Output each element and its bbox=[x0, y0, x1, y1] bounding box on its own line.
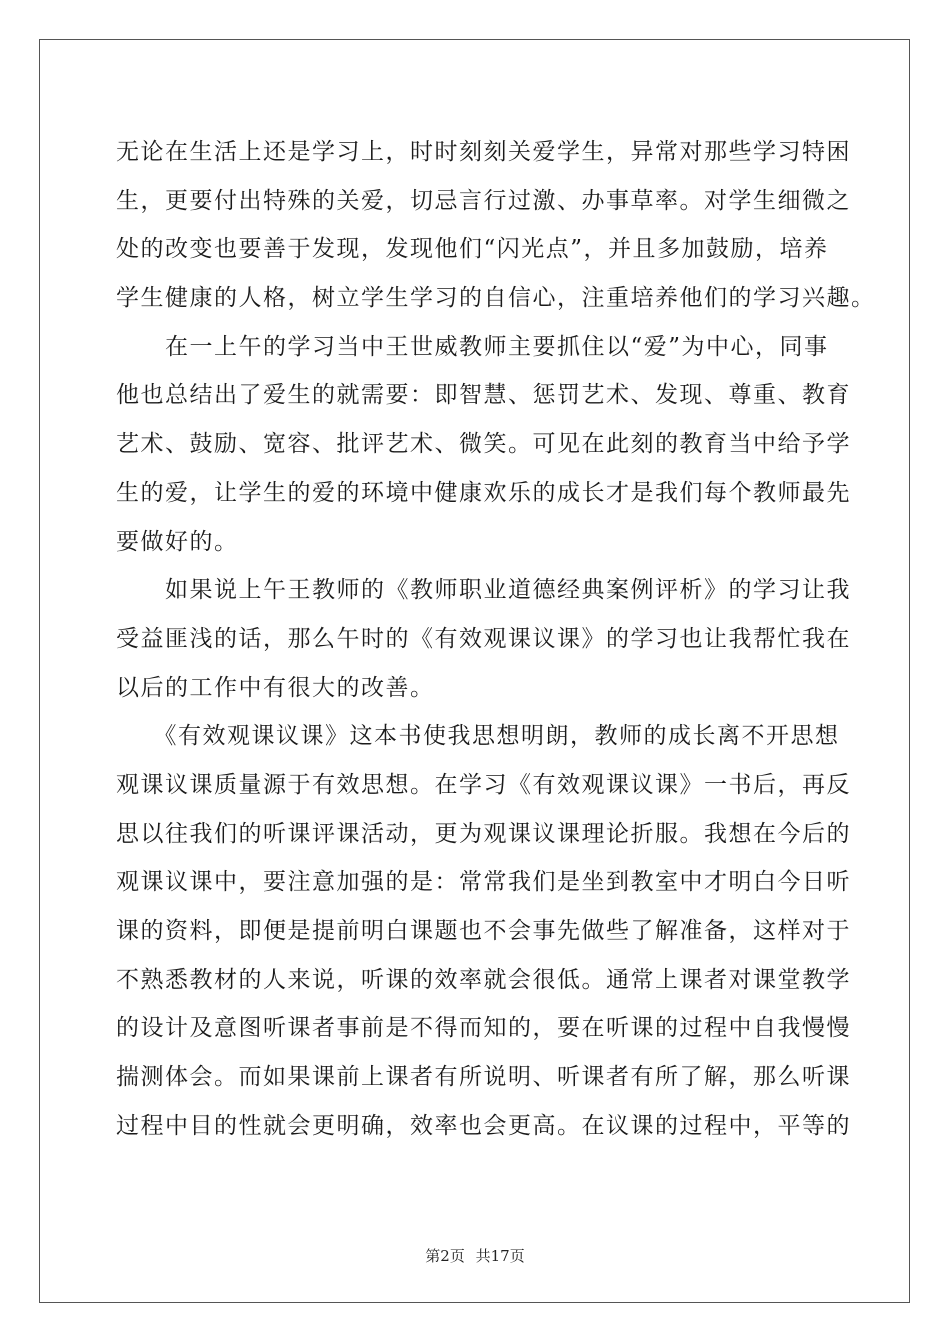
text-line: 如果说上午王教师的《教师职业道德经典案例评析》的学习让我 bbox=[116, 577, 851, 604]
text-line: 受益匪浅的话，那么午时的《有效观课议课》的学习也让我帮忙我在 bbox=[116, 625, 851, 652]
document-body bbox=[116, 128, 876, 1150]
text-line: 观课议课质量源于有效思想。在学习《有效观课议课》一书后，再反 bbox=[116, 771, 851, 798]
text-line: 课的资料，即便是提前明白课题也不会事先做些了解准备，这样对于 bbox=[116, 918, 851, 944]
text-line: 处的改变也要善于发现，发现他们“闪光点”，并且多加鼓励，培养 bbox=[116, 236, 829, 263]
text-line: 他也总结出了爱生的就需要：即智慧、惩罚艺术、发现、尊重、教育 bbox=[116, 382, 851, 409]
text-line: 学生健康的人格，树立学生学习的自信心，注重培养他们的学习兴趣。 bbox=[116, 285, 876, 312]
text-line: 过程中目的性就会更明确，效率也会更高。在议课的过程中，平等的 bbox=[116, 1112, 851, 1139]
text-line: 不熟悉教材的人来说，听课的效率就会很低。通常上课者对课堂教学 bbox=[116, 966, 851, 993]
text-line: 的设计及意图听课者事前是不得而知的，要在听课的过程中自我慢慢 bbox=[116, 1015, 851, 1042]
text-line: 艺术、鼓励、宽容、批评艺术、微笑。可见在此刻的教育当中给予学 bbox=[116, 431, 851, 458]
text-line: 要做好的。 bbox=[116, 528, 239, 555]
text-line: 以后的工作中有很大的改善。 bbox=[116, 674, 435, 701]
text-line: 观课议课中，要注意加强的是：常常我们是坐到教室中才明白今日听 bbox=[116, 869, 851, 896]
text-line: 无论在生活上还是学习上，时时刻刻关爱学生，异常对那些学习特困 bbox=[116, 139, 851, 165]
text-line: 在一上午的学习当中王世威教师主要抓住以“爱”为中心，同事 bbox=[116, 333, 829, 360]
text-line: 思以往我们的听课评课活动，更为观课议课理论折服。我想在今后的 bbox=[116, 820, 851, 847]
page-footer bbox=[0, 1245, 950, 1266]
page-number: 第2页 bbox=[425, 1247, 465, 1265]
text-line: 生的爱，让学生的爱的环境中健康欢乐的成长才是我们每个教师最先 bbox=[116, 479, 851, 506]
text-line: 揣测体会。而如果课前上课者有所说明、听课者有所了解，那么听课 bbox=[116, 1064, 851, 1091]
page-total: 共17页 bbox=[475, 1247, 525, 1265]
text-line: 生，更要付出特殊的关爱，切忌言行过激、办事草率。对学生细微之 bbox=[116, 187, 851, 214]
text-line: 《有效观课议课》这本书使我思想明朗，教师的成长离不开思想 bbox=[116, 723, 840, 750]
